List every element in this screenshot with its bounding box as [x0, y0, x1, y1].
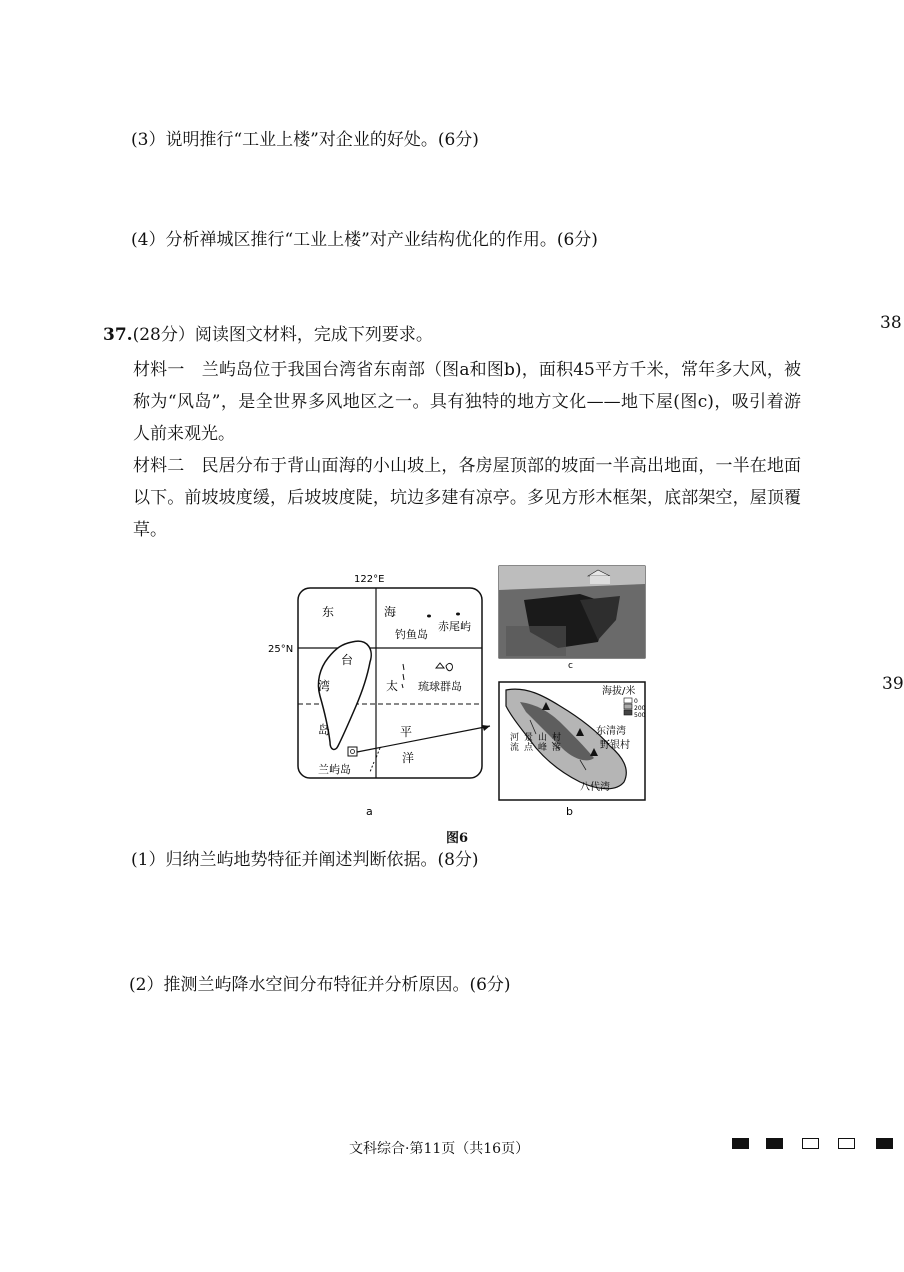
map-b [499, 682, 646, 818]
question-4: (4）分析禅城区推行“工业上楼”对产业结构优化的作用。(6分) [131, 230, 598, 250]
margin-number-38: 38 [880, 313, 902, 333]
label-sea: 海 [384, 605, 397, 619]
legend-peak: 山峰 [538, 733, 548, 753]
figure-6 [268, 560, 660, 845]
label-dao: 岛 [318, 723, 331, 737]
label-lanyu: 兰屿岛 [318, 763, 351, 776]
question-3: (3）说明推行“工业上楼”对企业的好处。(6分) [131, 130, 479, 150]
elev-0: 0 [634, 698, 638, 705]
label-yang: 洋 [402, 751, 415, 765]
page-footer: 文科综合·第11页（共16页） [349, 1141, 530, 1157]
elev-500: 500 [634, 712, 646, 719]
elev-200: 200 [634, 705, 646, 712]
label-c: c [568, 661, 573, 671]
marker-block [732, 1138, 749, 1149]
lon-label: 122°E [354, 574, 385, 585]
label-chiwei: 赤尾屿 [438, 620, 471, 633]
question-37-intro: (28分）阅读图文材料，完成下列要求。 [132, 325, 433, 345]
legend-village: 村落 [552, 733, 562, 753]
label-east: 东 [322, 605, 335, 619]
marker-block [766, 1138, 783, 1149]
margin-number-39: 39 [882, 674, 904, 694]
lat-label: 25°N [268, 644, 294, 655]
label-b: b [566, 805, 573, 818]
label-wan: 湾 [318, 679, 331, 693]
scan-marker-blocks [732, 1136, 897, 1152]
question-37-heading [103, 327, 433, 344]
label-dongqing: 东清湾 [596, 726, 626, 737]
legend-spot: 景点 [524, 733, 534, 753]
lanyu-box [348, 747, 357, 756]
label-a: a [366, 805, 373, 818]
figure-caption: 图6 [446, 831, 469, 846]
legend-river: 河流 [510, 733, 520, 753]
label-tai-ocean: 太 [386, 679, 399, 693]
elev-title: 海拔/米 [602, 686, 636, 697]
map-a [268, 574, 490, 818]
sub-question-1: (1）归纳兰屿地势特征并阐述判断依据。(8分) [131, 850, 479, 870]
label-tai: 台 [341, 653, 354, 667]
label-diaoyu: 钓鱼岛 [395, 628, 428, 641]
photo-c [499, 566, 645, 671]
marker-block [876, 1138, 893, 1149]
label-ryukyu: 琉球群岛 [418, 680, 462, 693]
label-yeyin: 野银村 [600, 740, 630, 751]
material-two: 材料二 民居分布于背山面海的小山坡上，各房屋顶部的坡面一半高出地面，一半在地面以下。前坡坡度缓，后坡坡度陡，坑边多建有凉亭。多见方形木框架，底部架空，屋顶覆草。 [133, 456, 801, 540]
material-one: 材料一 兰屿岛位于我国台湾省东南部（图a和图b)，面积45平方千米，常年多大风，被称为“风岛”，是全世界多风地区之一。具有独特的地方文化——地下屋(图c)，吸引着游人前来观光。 [133, 360, 801, 444]
question-number: 37. [103, 325, 133, 345]
label-badai: 八代湾 [580, 782, 610, 793]
marker-block [838, 1138, 855, 1149]
marker-block [802, 1138, 819, 1149]
sub-question-2: (2）推测兰屿降水空间分布特征并分析原因。(6分) [129, 975, 511, 995]
label-ping: 平 [400, 725, 413, 739]
